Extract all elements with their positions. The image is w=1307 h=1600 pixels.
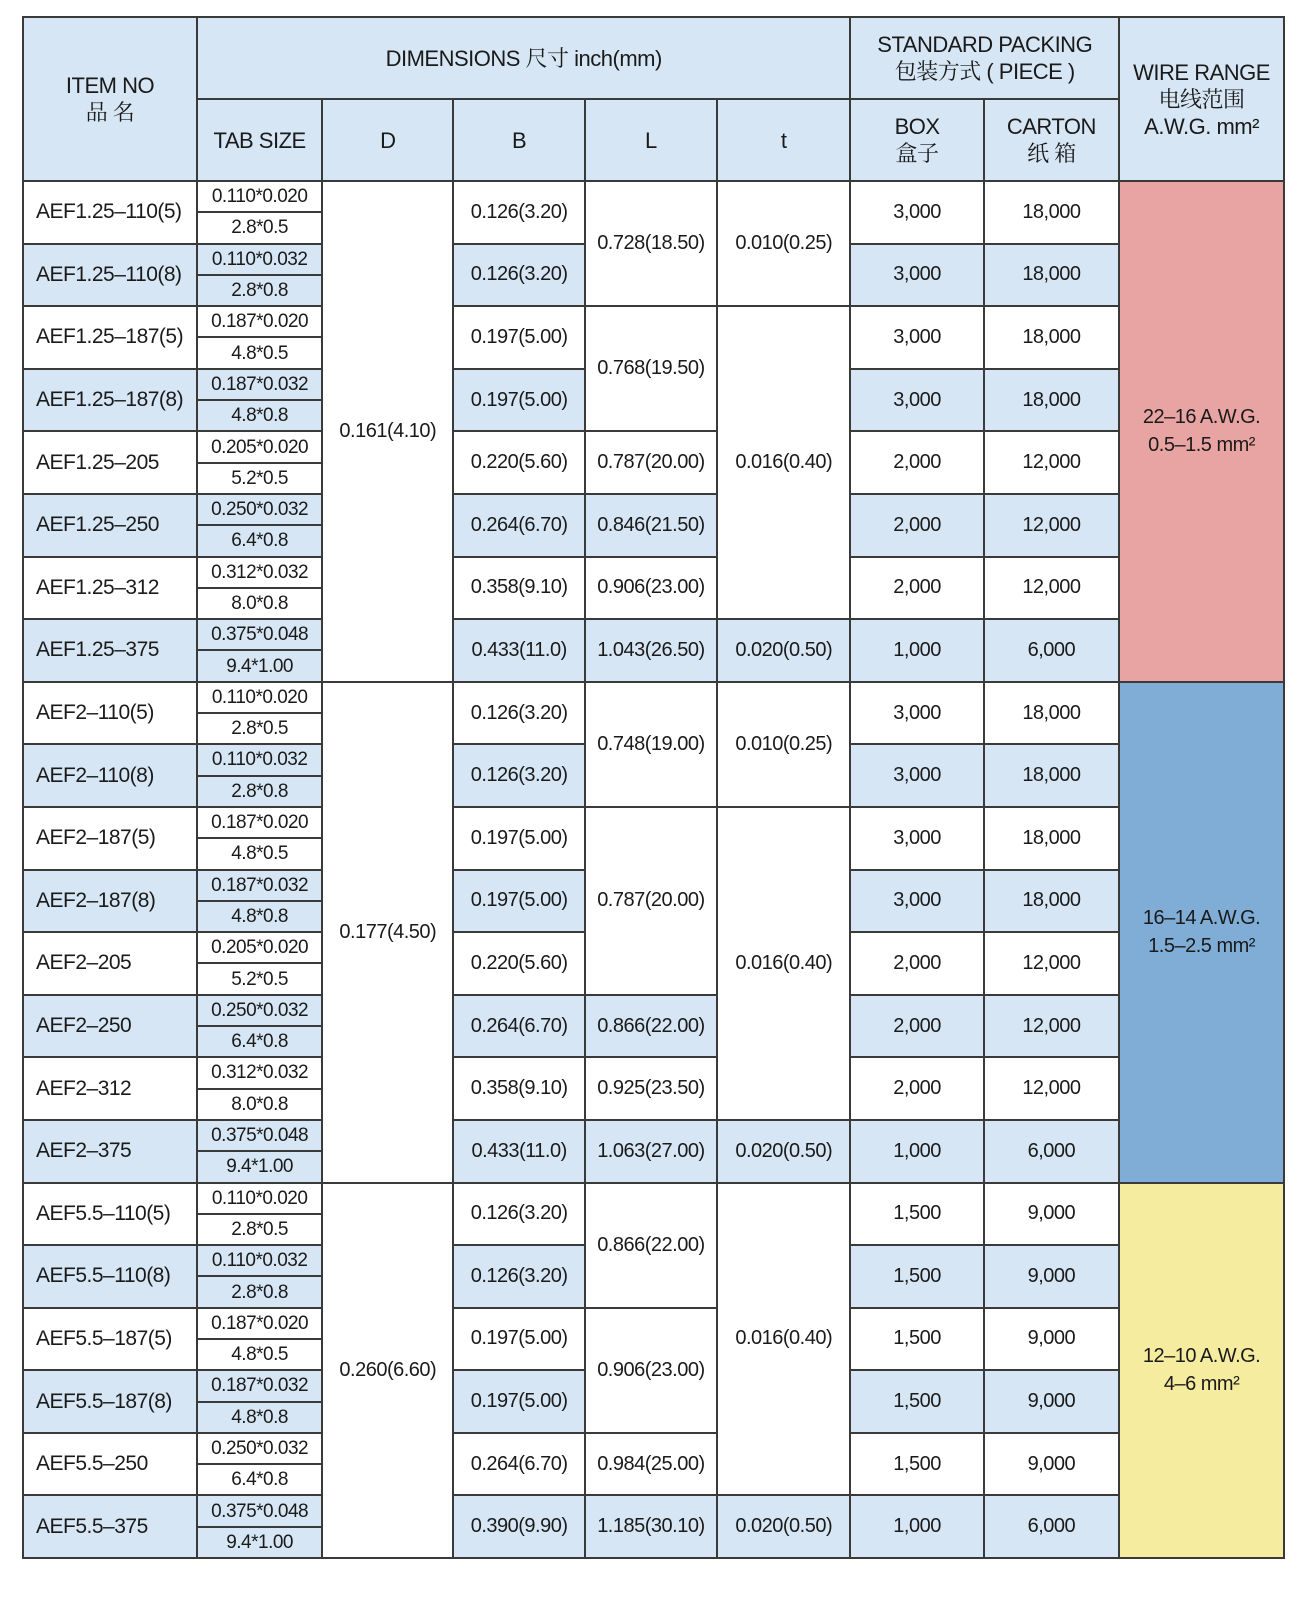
- box-cell: 2,000: [850, 932, 983, 995]
- table-header: [23, 17, 1284, 181]
- d-header: D: [322, 99, 453, 181]
- box-cell: 2,000: [850, 431, 983, 494]
- wire-range-mm: 0.5–1.5 mm²: [1148, 434, 1255, 457]
- carton-cell: 9,000: [984, 1433, 1119, 1496]
- carton-cell: 9,000: [984, 1370, 1119, 1433]
- box-cell: 3,000: [850, 181, 983, 244]
- tab-size-inch-cell: 0.187*0.032: [197, 369, 322, 400]
- b-cell: 0.126(3.20): [453, 744, 584, 807]
- box-label-cn: 盒子: [895, 141, 939, 166]
- box-header: [850, 99, 983, 181]
- item-no-cell: AEF5.5–375: [23, 1495, 197, 1558]
- b-cell: 0.126(3.20): [453, 1245, 584, 1308]
- item-no-cell: AEF2–187(5): [23, 807, 197, 870]
- tab-size-inch-cell: 0.375*0.048: [197, 1120, 322, 1151]
- tab-size-mm-cell: 8.0*0.8: [197, 588, 322, 619]
- tab-size-mm-cell: 9.4*1.00: [197, 1527, 322, 1558]
- carton-cell: 9,000: [984, 1308, 1119, 1371]
- spec-sheet: [22, 16, 1285, 1559]
- tab-size-mm-cell: 2.8*0.8: [197, 776, 322, 807]
- tab-size-mm-cell: 4.8*0.5: [197, 838, 322, 869]
- l-cell: 1.185(30.10): [585, 1495, 717, 1558]
- carton-cell: 12,000: [984, 995, 1119, 1058]
- carton-cell: 18,000: [984, 369, 1119, 432]
- item-no-cell: AEF1.25–250: [23, 494, 197, 557]
- box-cell: 3,000: [850, 369, 983, 432]
- item-no-cell: AEF1.25–205: [23, 431, 197, 494]
- item-no-cell: AEF2–312: [23, 1057, 197, 1120]
- carton-cell: 12,000: [984, 557, 1119, 620]
- carton-cell: 18,000: [984, 682, 1119, 745]
- table-row: [23, 306, 1284, 337]
- table-row: [23, 807, 1284, 838]
- b-cell: 0.126(3.20): [453, 682, 584, 745]
- t-header: t: [717, 99, 850, 181]
- b-cell: 0.358(9.10): [453, 557, 584, 620]
- box-cell: 1,500: [850, 1308, 983, 1371]
- wire-range-awg: 16–14 A.W.G.: [1142, 907, 1261, 930]
- b-cell: 0.126(3.20): [453, 244, 584, 307]
- box-cell: 1,000: [850, 1495, 983, 1558]
- tab-size-inch-cell: 0.250*0.032: [197, 1433, 322, 1464]
- table-row: [23, 995, 1284, 1026]
- l-cell: 0.866(22.00): [585, 995, 717, 1058]
- carton-cell: 12,000: [984, 932, 1119, 995]
- item-no-label-cn: 品 名: [85, 100, 135, 125]
- wire-range-label-cn: 电线范围: [1158, 86, 1245, 112]
- table-row: [23, 1495, 1284, 1526]
- table-row: [23, 557, 1284, 588]
- b-cell: 0.264(6.70): [453, 494, 584, 557]
- d-cell: 0.260(6.60): [322, 1183, 453, 1559]
- wire-range-cell: [1119, 682, 1284, 1183]
- table-row: [23, 1057, 1284, 1088]
- t-cell: 0.016(0.40): [717, 306, 850, 619]
- carton-cell: 9,000: [984, 1245, 1119, 1308]
- box-cell: 2,000: [850, 494, 983, 557]
- tab-size-inch-cell: 0.110*0.032: [197, 1245, 322, 1276]
- l-cell: 0.787(20.00): [585, 807, 717, 995]
- item-no-cell: AEF1.25–375: [23, 619, 197, 682]
- l-cell: 1.043(26.50): [585, 619, 717, 682]
- item-no-cell: AEF2–110(5): [23, 682, 197, 745]
- l-cell: 0.768(19.50): [585, 306, 717, 431]
- box-cell: 3,000: [850, 744, 983, 807]
- wire-range-header: [1119, 17, 1284, 181]
- l-cell: 0.906(23.00): [585, 1308, 717, 1433]
- box-cell: 3,000: [850, 306, 983, 369]
- wire-range-awg: 22–16 A.W.G.: [1142, 406, 1261, 429]
- tab-size-header: TAB SIZE: [197, 99, 322, 181]
- tab-size-inch-cell: 0.375*0.048: [197, 619, 322, 650]
- tab-size-mm-cell: 9.4*1.00: [197, 1151, 322, 1182]
- b-cell: 0.197(5.00): [453, 1308, 584, 1371]
- tab-size-inch-cell: 0.187*0.032: [197, 870, 322, 901]
- l-cell: 0.748(19.00): [585, 682, 717, 807]
- tab-size-mm-cell: 4.8*0.5: [197, 1339, 322, 1370]
- wire-range-mm: 1.5–2.5 mm²: [1148, 935, 1255, 958]
- carton-header: [984, 99, 1119, 181]
- item-no-cell: AEF2–375: [23, 1120, 197, 1183]
- tab-size-mm-cell: 5.2*0.5: [197, 463, 322, 494]
- spec-table: [22, 16, 1285, 1559]
- carton-cell: 18,000: [984, 807, 1119, 870]
- tab-size-mm-cell: 2.8*0.8: [197, 275, 322, 306]
- carton-cell: 18,000: [984, 306, 1119, 369]
- tab-size-mm-cell: 5.2*0.5: [197, 963, 322, 994]
- tab-size-inch-cell: 0.110*0.020: [197, 181, 322, 212]
- packing-label-cn: 包装方式 ( PIECE ): [894, 59, 1075, 84]
- table-row: [23, 1433, 1284, 1464]
- l-cell: 0.925(23.50): [585, 1057, 717, 1120]
- wire-range-cell: [1119, 1183, 1284, 1559]
- tab-size-mm-cell: 6.4*0.8: [197, 525, 322, 556]
- l-cell: 0.728(18.50): [585, 181, 717, 306]
- packing-header: [850, 17, 1119, 99]
- tab-size-inch-cell: 0.110*0.032: [197, 744, 322, 775]
- b-cell: 0.220(5.60): [453, 932, 584, 995]
- l-cell: 0.846(21.50): [585, 494, 717, 557]
- wire-range-mm: 4–6 mm²: [1163, 1373, 1240, 1396]
- item-no-cell: AEF5.5–110(8): [23, 1245, 197, 1308]
- carton-cell: 6,000: [984, 1120, 1119, 1183]
- box-cell: 3,000: [850, 244, 983, 307]
- d-cell: 0.177(4.50): [322, 682, 453, 1183]
- tab-size-inch-cell: 0.110*0.032: [197, 244, 322, 275]
- box-cell: 1,000: [850, 1120, 983, 1183]
- item-no-cell: AEF2–110(8): [23, 744, 197, 807]
- l-cell: 0.984(25.00): [585, 1433, 717, 1496]
- item-no-cell: AEF2–250: [23, 995, 197, 1058]
- carton-cell: 12,000: [984, 1057, 1119, 1120]
- box-cell: 1,500: [850, 1245, 983, 1308]
- tab-size-mm-cell: 4.8*0.8: [197, 400, 322, 431]
- l-cell: 0.787(20.00): [585, 431, 717, 494]
- tab-size-mm-cell: 6.4*0.8: [197, 1026, 322, 1057]
- carton-cell: 18,000: [984, 181, 1119, 244]
- l-header: L: [585, 99, 717, 181]
- b-cell: 0.126(3.20): [453, 1183, 584, 1246]
- carton-cell: 12,000: [984, 431, 1119, 494]
- table-body: [23, 181, 1284, 1558]
- tab-size-inch-cell: 0.375*0.048: [197, 1495, 322, 1526]
- b-cell: 0.433(11.0): [453, 1120, 584, 1183]
- tab-size-inch-cell: 0.250*0.032: [197, 494, 322, 525]
- tab-size-mm-cell: 2.8*0.5: [197, 212, 322, 243]
- b-cell: 0.197(5.00): [453, 807, 584, 870]
- tab-size-inch-cell: 0.312*0.032: [197, 1057, 322, 1088]
- tab-size-inch-cell: 0.110*0.020: [197, 682, 322, 713]
- tab-size-inch-cell: 0.187*0.032: [197, 1370, 322, 1401]
- l-cell: 1.063(27.00): [585, 1120, 717, 1183]
- item-no-cell: AEF2–205: [23, 932, 197, 995]
- tab-size-mm-cell: 2.8*0.5: [197, 713, 322, 744]
- t-cell: 0.010(0.25): [717, 682, 850, 807]
- box-cell: 2,000: [850, 995, 983, 1058]
- box-cell: 1,500: [850, 1370, 983, 1433]
- tab-size-inch-cell: 0.187*0.020: [197, 1308, 322, 1339]
- box-cell: 1,500: [850, 1183, 983, 1246]
- tab-size-mm-cell: 6.4*0.8: [197, 1464, 322, 1495]
- table-row: [23, 1308, 1284, 1339]
- item-no-cell: AEF5.5–187(8): [23, 1370, 197, 1433]
- tab-size-inch-cell: 0.110*0.020: [197, 1183, 322, 1214]
- item-no-label: ITEM NO: [65, 73, 155, 98]
- table-row: [23, 494, 1284, 525]
- t-cell: 0.020(0.50): [717, 1120, 850, 1183]
- wire-range-unit: A.W.G. mm²: [1144, 113, 1259, 139]
- box-cell: 3,000: [850, 682, 983, 745]
- carton-label-cn: 纸 箱: [1027, 141, 1076, 166]
- packing-label: STANDARD PACKING: [877, 32, 1093, 57]
- tab-size-mm-cell: 4.8*0.8: [197, 901, 322, 932]
- b-header: B: [453, 99, 584, 181]
- t-cell: 0.016(0.40): [717, 1183, 850, 1496]
- b-cell: 0.197(5.00): [453, 1370, 584, 1433]
- table-row: [23, 1120, 1284, 1151]
- carton-cell: 12,000: [984, 494, 1119, 557]
- b-cell: 0.433(11.0): [453, 619, 584, 682]
- tab-size-mm-cell: 2.8*0.8: [197, 1276, 322, 1307]
- tab-size-mm-cell: 4.8*0.5: [197, 337, 322, 368]
- carton-cell: 18,000: [984, 870, 1119, 933]
- box-cell: 1,000: [850, 619, 983, 682]
- table-row: [23, 181, 1284, 212]
- b-cell: 0.264(6.70): [453, 1433, 584, 1496]
- b-cell: 0.358(9.10): [453, 1057, 584, 1120]
- box-cell: 3,000: [850, 870, 983, 933]
- item-no-cell: AEF1.25–312: [23, 557, 197, 620]
- item-no-cell: AEF5.5–250: [23, 1433, 197, 1496]
- box-cell: 3,000: [850, 807, 983, 870]
- tab-size-inch-cell: 0.205*0.020: [197, 431, 322, 462]
- b-cell: 0.197(5.00): [453, 369, 584, 432]
- carton-cell: 18,000: [984, 244, 1119, 307]
- wire-range-label: WIRE RANGE: [1133, 59, 1270, 85]
- carton-cell: 6,000: [984, 619, 1119, 682]
- box-cell: 1,500: [850, 1433, 983, 1496]
- item-no-header: [23, 17, 197, 181]
- box-cell: 2,000: [850, 557, 983, 620]
- tab-size-mm-cell: 9.4*1.00: [197, 650, 322, 681]
- table-row: [23, 431, 1284, 462]
- t-cell: 0.020(0.50): [717, 619, 850, 682]
- tab-size-inch-cell: 0.187*0.020: [197, 306, 322, 337]
- wire-range-cell: [1119, 181, 1284, 682]
- item-no-cell: AEF1.25–110(5): [23, 181, 197, 244]
- item-no-cell: AEF1.25–187(5): [23, 306, 197, 369]
- tab-size-inch-cell: 0.250*0.032: [197, 995, 322, 1026]
- tab-size-inch-cell: 0.187*0.020: [197, 807, 322, 838]
- carton-cell: 6,000: [984, 1495, 1119, 1558]
- table-row: [23, 619, 1284, 650]
- d-cell: 0.161(4.10): [322, 181, 453, 682]
- carton-cell: 18,000: [984, 744, 1119, 807]
- tab-size-mm-cell: 4.8*0.8: [197, 1402, 322, 1433]
- dimensions-header: DIMENSIONS 尺寸 inch(mm): [197, 17, 850, 99]
- item-no-cell: AEF1.25–187(8): [23, 369, 197, 432]
- wire-range-awg: 12–10 A.W.G.: [1142, 1345, 1261, 1368]
- item-no-cell: AEF5.5–110(5): [23, 1183, 197, 1246]
- b-cell: 0.197(5.00): [453, 870, 584, 933]
- b-cell: 0.390(9.90): [453, 1495, 584, 1558]
- tab-size-inch-cell: 0.312*0.032: [197, 557, 322, 588]
- b-cell: 0.197(5.00): [453, 306, 584, 369]
- carton-cell: 9,000: [984, 1183, 1119, 1246]
- item-no-cell: AEF2–187(8): [23, 870, 197, 933]
- b-cell: 0.220(5.60): [453, 431, 584, 494]
- box-cell: 2,000: [850, 1057, 983, 1120]
- tab-size-mm-cell: 8.0*0.8: [197, 1089, 322, 1120]
- carton-label: CARTON: [1006, 114, 1096, 139]
- l-cell: 0.906(23.00): [585, 557, 717, 620]
- l-cell: 0.866(22.00): [585, 1183, 717, 1308]
- t-cell: 0.020(0.50): [717, 1495, 850, 1558]
- table-row: [23, 1183, 1284, 1214]
- t-cell: 0.010(0.25): [717, 181, 850, 306]
- tab-size-mm-cell: 2.8*0.5: [197, 1214, 322, 1245]
- item-no-cell: AEF5.5–187(5): [23, 1308, 197, 1371]
- b-cell: 0.264(6.70): [453, 995, 584, 1058]
- tab-size-inch-cell: 0.205*0.020: [197, 932, 322, 963]
- t-cell: 0.016(0.40): [717, 807, 850, 1120]
- item-no-cell: AEF1.25–110(8): [23, 244, 197, 307]
- box-label: BOX: [894, 114, 940, 139]
- b-cell: 0.126(3.20): [453, 181, 584, 244]
- table-row: [23, 682, 1284, 713]
